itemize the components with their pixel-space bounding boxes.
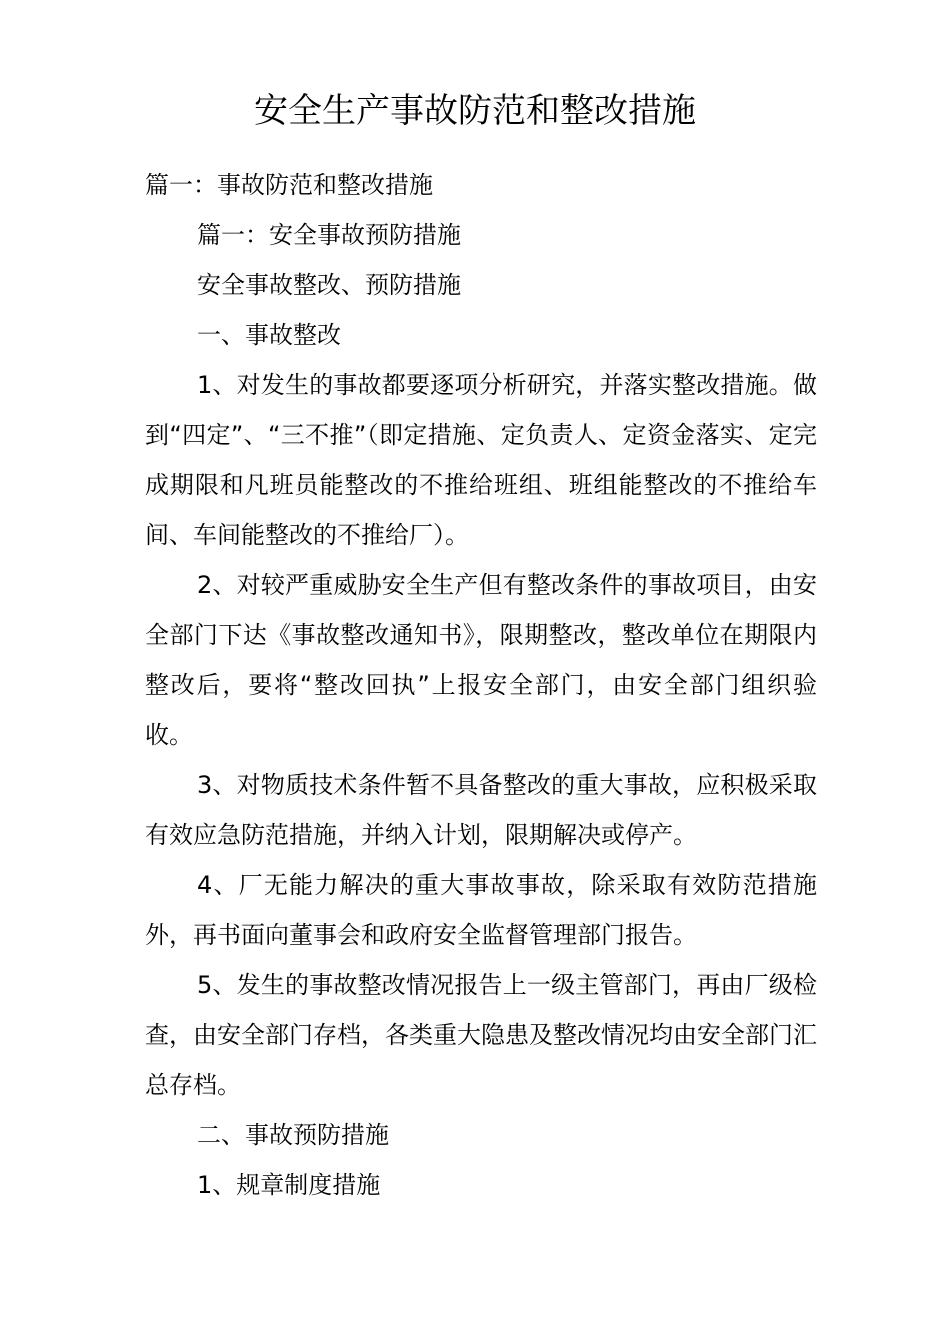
subsection-heading: 篇一：安全事故预防措施	[197, 221, 461, 249]
body-paragraph: 2、对较严重威胁安全生产但有整改条件的事故项目，由安全部门下达《事故整改通知书》，限期整改，整改单位在期限内整改后，要将“整改回执”上报安全部门，由安全部门组织验收。	[145, 571, 817, 749]
body-paragraph: 5、发生的事故整改情况报告上一级主管部门，再由厂级检查，由安全部门存档，各类重大隐患及整改情况均由安全部门汇总存档。	[145, 971, 817, 1099]
document-body	[145, 160, 817, 1210]
part-heading: 二、事故预防措施	[197, 1121, 389, 1149]
body-paragraph: 4、厂无能力解决的重大事故事故，除采取有效防范措施外，再书面向董事会和政府安全监督管理部门报告。	[145, 871, 817, 949]
section-heading: 篇一：事故防范和整改措施	[145, 171, 433, 199]
part-heading: 一、事故整改	[197, 321, 341, 349]
document-title: 安全生产事故防范和整改措施	[254, 91, 696, 131]
body-paragraph: 1、对发生的事故都要逐项分析研究，并落实整改措施。做到“四定”、“三不推”（即定措施、定负责人、定资金落实、定完成期限和凡班员能整改的不推给班组、班组能整改的不推给车间、车间能整改的不推给厂）。	[145, 371, 817, 549]
body-paragraph: 3、对物质技术条件暂不具备整改的重大事故，应积极采取有效应急防范措施，并纳入计划，限期解决或停产。	[145, 771, 817, 849]
subsection-heading: 安全事故整改、预防措施	[197, 271, 461, 299]
body-paragraph: 1、规章制度措施	[197, 1171, 381, 1199]
